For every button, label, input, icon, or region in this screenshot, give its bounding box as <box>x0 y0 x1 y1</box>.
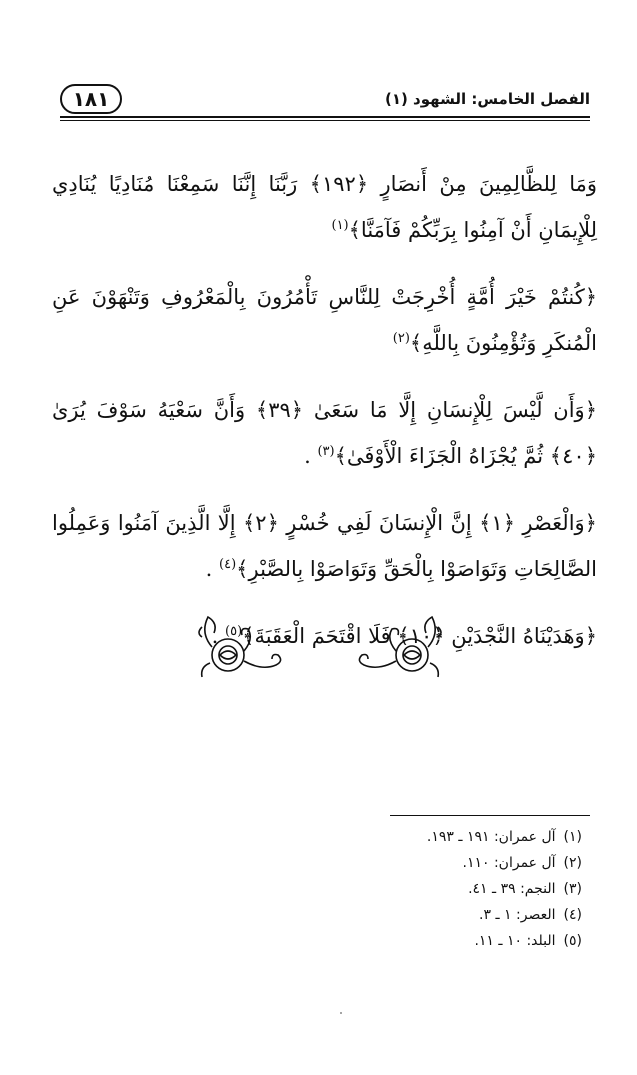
footnote-number: (٤) <box>563 907 582 923</box>
running-title: الفصل الخامس: الشهود (١) <box>384 90 590 108</box>
footnote-ref: (٢) <box>392 331 410 346</box>
footnote-text: العصر: ١ ـ ٣. <box>479 907 556 923</box>
verse-text: ﴿وَأَن لَّيْسَ لِلْإِنسَانِ إِلَّا مَا سَعَىٰ ﴿٣٩﴾ وَأَنَّ سَعْيَهُ سَوْفَ يُرَىٰ ﴿٤٠﴾ ثُمَّ يُجْزَاهُ الْجَزَاءَ الْأَوْفَىٰ﴾ <box>52 398 597 468</box>
footnote-5 <box>282 928 582 954</box>
scan-speck <box>340 1012 342 1014</box>
footnote-3 <box>282 876 582 902</box>
floral-ornament-icon <box>190 605 450 685</box>
footnotes <box>282 824 582 954</box>
page-number: ١٨١ <box>60 84 122 114</box>
footnote-number: (٣) <box>563 881 582 897</box>
verse-end-mark: . <box>211 624 225 648</box>
footnote-ref: (١) <box>331 218 349 233</box>
verse-end-mark: . <box>205 557 220 581</box>
footnote-text: البلد: ١٠ ـ ١١. <box>474 933 556 949</box>
footnote-text: آل عمران: ١١٠. <box>462 855 556 871</box>
verse-3 <box>52 387 597 479</box>
verse-end-mark: . <box>304 444 318 468</box>
footnote-4 <box>282 902 582 928</box>
verse-text: ﴿وَهَدَيْنَاهُ النَّجْدَيْنِ ﴿١٠﴾ فَلَا اقْتَحَمَ الْعَقَبَةَ﴾ <box>242 624 597 648</box>
footnote-number: (١) <box>563 829 582 845</box>
footnote-text: النجم: ٣٩ ـ ٤١. <box>468 881 556 897</box>
verse-1 <box>52 161 597 253</box>
footnote-rule <box>390 815 590 816</box>
footnote-number: (٢) <box>563 855 582 871</box>
verse-4 <box>52 500 597 592</box>
footnote-2 <box>282 850 582 876</box>
footnote-ref: (٥) <box>225 624 243 639</box>
page-header <box>60 84 590 124</box>
footnote-1 <box>282 824 582 850</box>
footnote-number: (٥) <box>563 933 582 949</box>
verse-text: ﴿كُنتُمْ خَيْرَ أُمَّةٍ أُخْرِجَتْ لِلنَّاسِ تَأْمُرُونَ بِالْمَعْرُوفِ وَتَنْهَوْنَ عَنِ الْمُنكَرِ وَتُؤْمِنُونَ بِاللَّهِ﴾ <box>52 285 597 355</box>
footnote-text: آل عمران: ١٩١ ـ ١٩٣. <box>426 829 556 845</box>
verse-text: وَمَا لِلظَّالِمِينَ مِنْ أَنصَارٍ ﴿١٩٢﴾ رَبَّنَا إِنَّنَا سَمِعْنَا مُنَادِيًا يُنَادِي لِلْإِيمَانِ أَنْ آمِنُوا بِرَبِّكُمْ فَآمَنَّا﴾ <box>52 172 598 242</box>
footnote-ref: (٣) <box>317 444 335 459</box>
verse-block <box>52 140 597 675</box>
header-rule <box>60 116 590 118</box>
footnote-ref: (٤) <box>219 557 237 572</box>
verse-2 <box>52 274 597 366</box>
verse-text: ﴿وَالْعَصْرِ ﴿١﴾ إِنَّ الْإِنسَانَ لَفِي خُسْرٍ ﴿٢﴾ إِلَّا الَّذِينَ آمَنُوا وَعَمِلُوا الصَّالِحَاتِ وَتَوَاصَوْا بِالْحَقِّ وَتَوَاصَوْا بِالصَّبْرِ﴾ <box>52 511 597 581</box>
